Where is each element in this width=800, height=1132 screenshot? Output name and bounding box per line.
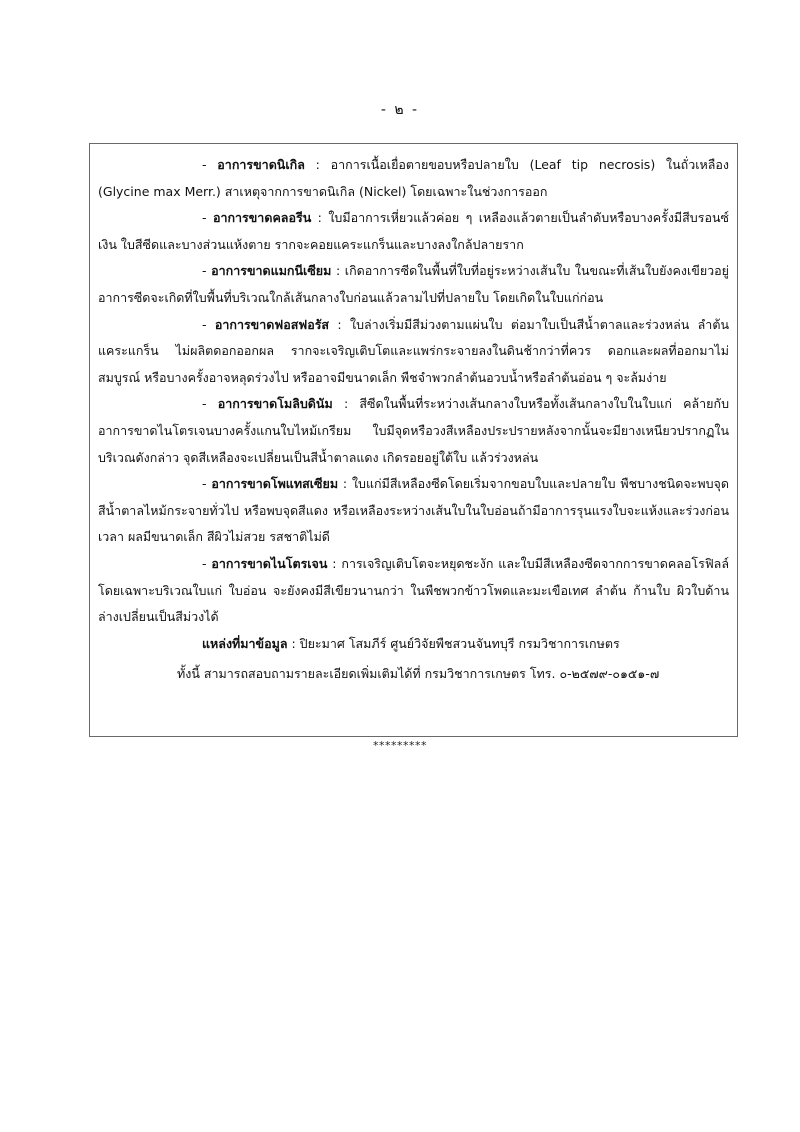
- section-text: : สีซีดในพื้นที่ระหว่างเส้นกลางใบหรือทั้งเส้นกลางใบในใบแก่ คล้ายกับอาการขาดไนโตรเจนบางครั้งแกนใบไหม้เกรียม ใบมีจุดหรือวงสีเหลืองประปรายหลังจากนั้นจะมียางเหนียวปรากฏในบริเวณดังกล่าว จุดสีเหลืองจะเปลี่ยนเป็นสีน้ำตาลแดง เกิดรอยอยู่ใต้ใบ แล้วร่วงหล่น: [98, 396, 730, 465]
- source-line: [98, 631, 729, 658]
- section-text: : ใบแก่มีสีเหลืองซีดโดยเริ่มจากขอบใบและปลายใบ พืชบางชนิดจะพบจุดสีน้ำตาลไหม้กระจายทั่วไป หรือพบจุดสีแดง หรือเหลืองระหว่างเส้นใบในใบอ่อนถ้ามีอาการรุนแรงใบจะแห้งและร่วงก่อนเวลา ผลมีขนาดเล็ก สีผิวไม่สวย รสชาติไม่ดี: [98, 476, 729, 545]
- end-marker: *********: [373, 739, 427, 752]
- section-text: : ใบมีอาการเหี่ยวแล้วค่อย ๆ เหลืองแล้วตายเป็นลำดับหรือบางครั้งมีสีบรอนซ์เงิน ใบสีซีดและบางส่วนแห้งตาย รากจะคอยแคระแกร็นและบางลงใกล้ปลายราก: [98, 210, 729, 252]
- section-text: : ใบล่างเริ่มมีสีม่วงตามแผ่นใบ ต่อมาใบเป็นสีน้ำตาลและร่วงหล่น ลำต้นแคระแกร็น ไม่ผลิตดอกออกผล รากจะเจริญเติบโตและแพร่กระจายลงในดินช้ากว่าที่ควร ดอกและผลที่ออกมาไม่สมบูรณ์ หรือบางครั้งอาจหลุดร่วงไป หรืออาจมีขนาดเล็ก พืชจำพวกลำต้นอวบน้ำหรือลำต้นอ่อน ๆ จะล้มง่าย: [98, 316, 729, 385]
- section-nitrogen: - อาการขาดไนโตรเจน : การเจริญเติบโตจะหยุดชะงัก และใบมีสีเหลืองซีดจากการขาดคลอโรฟิลล์ โดยเฉพาะบริเวณใบแก่ ใบอ่อน จะยังคงมีสีเขียวนานกว่า ในพืชพวกข้าวโพดและมะเขือเทศ ลำต้น ก้านใบ ผิวใบด้านล่างเปลี่ยนเป็นสีม่วงได้: [98, 555, 730, 625]
- section-magnesium: - อาการขาดแมกนีเซียม : เกิดอาการซีดในพื้นที่ใบที่อยู่ระหว่างเส้นใบ ในขณะที่เส้นใบยังคงเขียวอยู่ อาการซีดจะเกิดที่ใบพื้นที่บริเวณใกล้เส้นกลางใบก่อนแล้วลามไปที่ปลายใบ โดยเกิดในใบแก่ก่อน: [98, 263, 729, 305]
- section-potassium: - อาการขาดโพแทสเซียม : ใบแก่มีสีเหลืองซีดโดยเริ่มจากขอบใบและปลายใบ พืชบางชนิดจะพบจุดสีน้ำตาลไหม้กระจายทั่วไป หรือพบจุดสีแดง หรือเหลืองระหว่างเส้นใบในใบอ่อนถ้ามีอาการรุนแรงใบจะแห้งและร่วงก่อนเวลา ผลมีขนาดเล็ก สีผิวไม่สวย รสชาติไม่ดี: [98, 476, 729, 545]
- section-molybdenum: - อาการขาดโมลิบดินัม : สีซีดในพื้นที่ระหว่างเส้นกลางใบหรือทั้งเส้นกลางใบในใบแก่ คล้ายกับอาการขาดไนโตรเจนบางครั้งแกนใบไหม้เกรียม ใบมีจุดหรือวงสีเหลืองประปรายหลังจากนั้นจะมียางเหนียวปรากฏในบริเวณดังกล่าว จุดสีเหลืองจะเปลี่ยนเป็นสีน้ำตาลแดง เกิดรอยอยู่ใต้ใบ แล้วร่วงหล่น: [98, 396, 730, 465]
- section-heading: อาการขาดคลอรีน: [212, 210, 312, 226]
- page-number: - ๒ -: [380, 102, 420, 118]
- section-text: : การเจริญเติบโตจะหยุดชะงัก และใบมีสีเหลืองซีดจากการขาดคลอโรฟิลล์ โดยเฉพาะบริเวณใบแก่ ใบอ่อน จะยังคงมีสีเขียวนานกว่า ในพืชพวกข้าวโพดและมะเขือเทศ ลำต้น ก้านใบ ผิวใบด้านล่างเปลี่ยนเป็นสีม่วงได้: [98, 555, 730, 625]
- contact-line: ทั้งนี้ สามารถสอบถามรายละเอียดเพิ่มเติมได้ที่ กรมวิชาการเกษตร โทร. ๐-๒๕๗๙-๐๑๕๑-๗: [177, 666, 660, 682]
- section-heading: อาการขาดฟอสฟอรัส: [214, 316, 330, 332]
- section-phosphorus: - อาการขาดฟอสฟอรัส : ใบล่างเริ่มมีสีม่วงตามแผ่นใบ ต่อมาใบเป็นสีน้ำตาลและร่วงหล่น ลำต้นแคระแกร็น ไม่ผลิตดอกออกผล รากจะเจริญเติบโตและแพร่กระจายลงในดินช้ากว่าที่ควร ดอกและผลที่ออกมาไม่สมบูรณ์ หรือบางครั้งอาจหลุดร่วงไป หรืออาจมีขนาดเล็ก พืชจำพวกลำต้นอวบน้ำหรือลำต้นอ่อน ๆ จะล้มง่าย: [98, 316, 729, 385]
- section-heading: อาการขาดโมลิบดินัม: [217, 396, 333, 412]
- source-label: แหล่งที่มาข้อมูล: [202, 635, 288, 651]
- section-heading: อาการขาดไนโตรเจน: [211, 555, 328, 571]
- section-text: : อาการเนื้อเยื่อตายขอบหรือปลายใบ (Leaf tip necrosis) ในถั่วเหลือง (Glycine max Merr.) สาเหตุจากการขาดนิเกิล (Nickel) โดยเฉพาะในช่วงการออก: [98, 157, 729, 199]
- section-chlorine: - อาการขาดคลอรีน : ใบมีอาการเหี่ยวแล้วค่อย ๆ เหลืองแล้วตายเป็นลำดับหรือบางครั้งมีสีบรอนซ์เงิน ใบสีซีดและบางส่วนแห้งตาย รากจะคอยแคระแกร็นและบางลงใกล้ปลายราก: [98, 210, 729, 252]
- source-text: : ปิยะมาศ โสมภีร์ ศูนย์วิจัยพืชสวนจันทบุรี กรมวิชาการเกษตร: [287, 635, 620, 651]
- section-heading: อาการขาดแมกนีเซียม: [211, 263, 332, 279]
- section-text: : เกิดอาการซีดในพื้นที่ใบที่อยู่ระหว่างเส้นใบ ในขณะที่เส้นใบยังคงเขียวอยู่ อาการซีดจะเกิดที่ใบพื้นที่บริเวณใกล้เส้นกลางใบก่อนแล้วลามไปที่ปลายใบ โดยเกิดในใบแก่ก่อน: [98, 263, 729, 305]
- section-nickel: - อาการขาดนิเกิล : อาการเนื้อเยื่อตายขอบหรือปลายใบ (Leaf tip necrosis) ในถั่วเหลือง (Glycine max Merr.) สาเหตุจากการขาดนิเกิล (Nickel) โดยเฉพาะในช่วงการออก: [98, 157, 729, 199]
- content-box: [89, 143, 738, 737]
- section-heading: อาการขาดนิเกิล: [217, 157, 305, 172]
- section-heading: อาการขาดโพแทสเซียม: [211, 476, 339, 492]
